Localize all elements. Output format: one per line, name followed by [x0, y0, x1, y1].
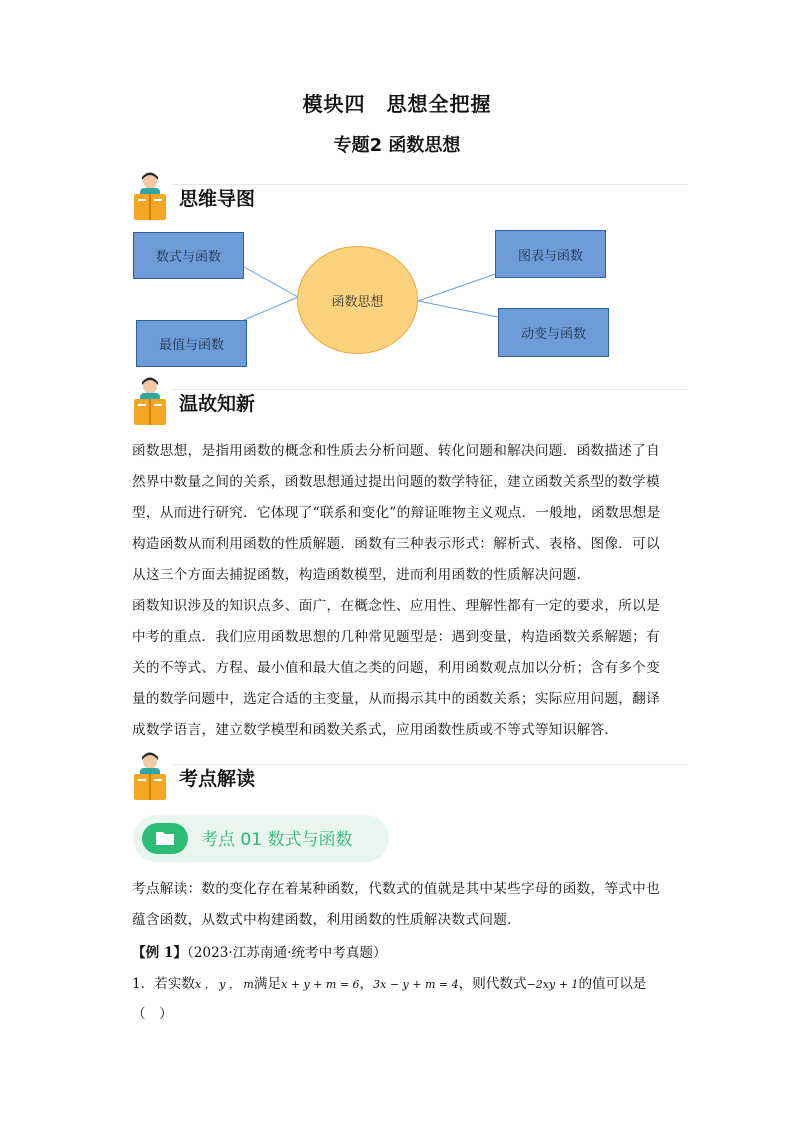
review-paragraph-1: [132, 436, 662, 591]
math-equation: 3x − y + m = 4: [373, 978, 459, 991]
mindmap-node-bottom-right: 动变与函数: [498, 308, 609, 357]
math-equation: x + y + m = 6: [281, 978, 360, 991]
section-title: 思维导图: [179, 188, 256, 210]
math-expression: −2xy + 1: [526, 978, 579, 991]
mindmap-node-bottom-left: 最值与函数: [136, 320, 247, 367]
question-1: [132, 972, 646, 992]
reading-student-icon: [132, 172, 168, 224]
text-line: 中考的重点．我们应用函数思想的几种常见题型是：遇到变量，构造函数关系解题；有: [132, 629, 660, 645]
text-line: 构造函数从而利用函数的性质解题．函数有三种表示形式：解析式、表格、图像．可以: [132, 536, 660, 552]
module-title: 模块四 思想全把握: [302, 92, 492, 116]
mindmap-node-top-right: 图表与函数: [495, 230, 606, 278]
math-vars: x ， y ， m: [195, 978, 254, 991]
folder-icon: [142, 823, 188, 854]
question-prefix: 1．若实数: [132, 976, 196, 992]
reading-student-icon: [132, 752, 168, 804]
question-text: ，则代数式: [458, 976, 527, 992]
topic-title: 专题2 函数思想: [333, 135, 461, 156]
review-paragraph-2: [132, 591, 662, 746]
text-line: 从这三个方面去捕捉函数，构造函数模型，进而利用函数的性质解决问题．: [132, 567, 591, 583]
mindmap-center-node: 函数思想: [297, 246, 418, 354]
example-label: 【例 1】: [132, 945, 187, 961]
example-heading: [132, 941, 387, 961]
answer-blank: （ ）: [132, 1006, 173, 1022]
point-tag: [133, 815, 389, 862]
question-text: 满足: [253, 976, 282, 992]
question-text: ，: [359, 976, 374, 992]
text-line: 型，从而进行研究．它体现了“联系和变化”的辩证唯物主义观点．一般地，函数思想是: [132, 505, 661, 521]
text-line: 函数知识涉及的知识点多、面广，在概念性、应用性、理解性都有一定的要求，所以是: [132, 598, 660, 614]
text-line: 函数思想，是指用函数的概念和性质去分析问题、转化问题和解决问题．函数描述了自: [132, 443, 660, 459]
section-title: 考点解读: [179, 768, 256, 790]
text-line: 然界中数量之间的关系，函数思想通过提出问题的数学特征，建立函数关系型的数学模: [132, 474, 660, 490]
section-title: 温故知新: [179, 393, 256, 415]
text-line: 量的数学问题中，选定合适的主变量，从而揭示其中的函数关系；实际应用问题，翻译: [132, 691, 660, 707]
text-line: 关的不等式、方程、最小值和最大值之类的问题，利用函数观点加以分析；含有多个变: [132, 660, 660, 676]
point-description: [132, 874, 662, 936]
reading-student-icon: [132, 377, 168, 429]
mindmap-node-top-left: 数式与函数: [133, 232, 244, 279]
text-line: 考点解读：数的变化存在着某种函数，代数式的值就是其中某些字母的函数，等式中也: [132, 881, 660, 897]
text-line: 成数学语言，建立数学模型和函数关系式，应用函数性质或不等式等知识解答．: [132, 722, 619, 738]
question-text: 的值可以是: [578, 976, 647, 992]
point-tag-label: 考点 01 数式与函数: [201, 830, 353, 850]
example-source: （2023·江苏南通·统考中考真题）: [186, 945, 387, 961]
text-line: 蕴含函数，从数式中构建函数，利用函数的性质解决数式问题．: [132, 912, 522, 928]
